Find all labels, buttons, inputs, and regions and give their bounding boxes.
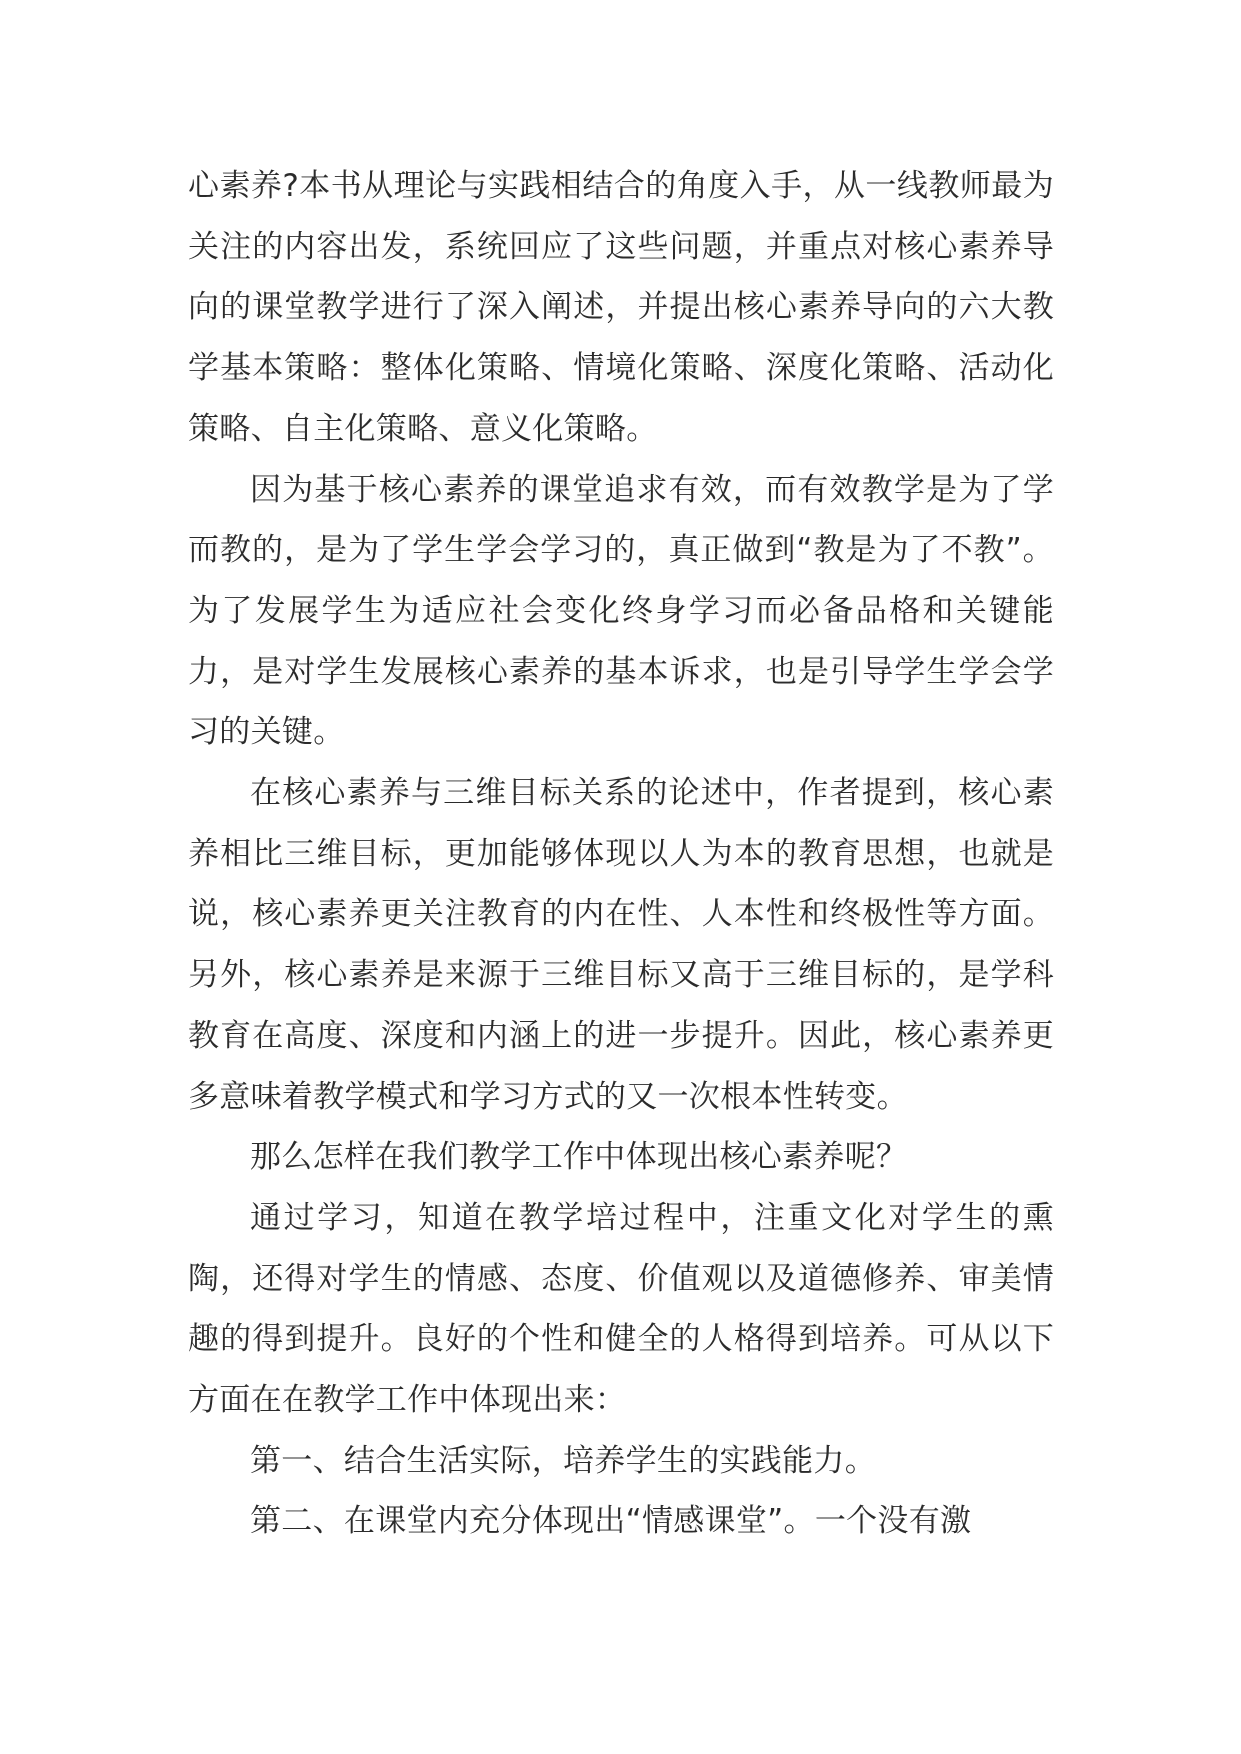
paragraph: 在核心素养与三维目标关系的论述中，作者提到，核心素养相比三维目标，更加能够体现以人为本的教育思想，也就是说，核心素养更关注教育的内在性、人本性和终极性等方面。另外，核心素养是来源于三维目标又高于三维目标的，是学科教育在高度、深度和内涵上的进一步提升。因此，核心素养更多意味着教学模式和学习方式的又一次根本性转变。 bbox=[188, 775, 1054, 1115]
paragraph: 第一、结合生活实际，培养学生的实践能力。 bbox=[250, 1442, 876, 1479]
paragraph: 通过学习，知道在教学培过程中，注重文化对学生的熏陶，还得对学生的情感、态度、价值观以及道德修养、审美情趣的得到提升。良好的个性和健全的人格得到培养。可从以下方面在在教学工作中体现出来： bbox=[188, 1199, 1054, 1419]
paragraph: 第二、在课堂内充分体现出“情感课堂”。一个没有激 bbox=[250, 1503, 972, 1540]
body-text bbox=[188, 156, 1054, 1552]
paragraph-continued: 心素养?本书从理论与实践相结合的角度入手，从一线教师最为关注的内容出发，系统回应了这些问题，并重点对核心素养导向的课堂教学进行了深入阐述，并提出核心素养导向的六大教学基本策略：整体化策略、情境化策略、深度化策略、活动化策略、自主化策略、意义化策略。 bbox=[188, 168, 1054, 447]
paragraph: 因为基于核心素养的课堂追求有效，而有效教学是为了学而教的，是为了学生学会学习的，真正做到“教是为了不教”。为了发展学生为适应社会变化终身学习而必备品格和关键能力，是对学生发展核心素养的基本诉求，也是引导学生学会学习的关键。 bbox=[188, 471, 1054, 751]
paragraph: 那么怎样在我们教学工作中体现出核心素养呢？ bbox=[250, 1139, 908, 1176]
